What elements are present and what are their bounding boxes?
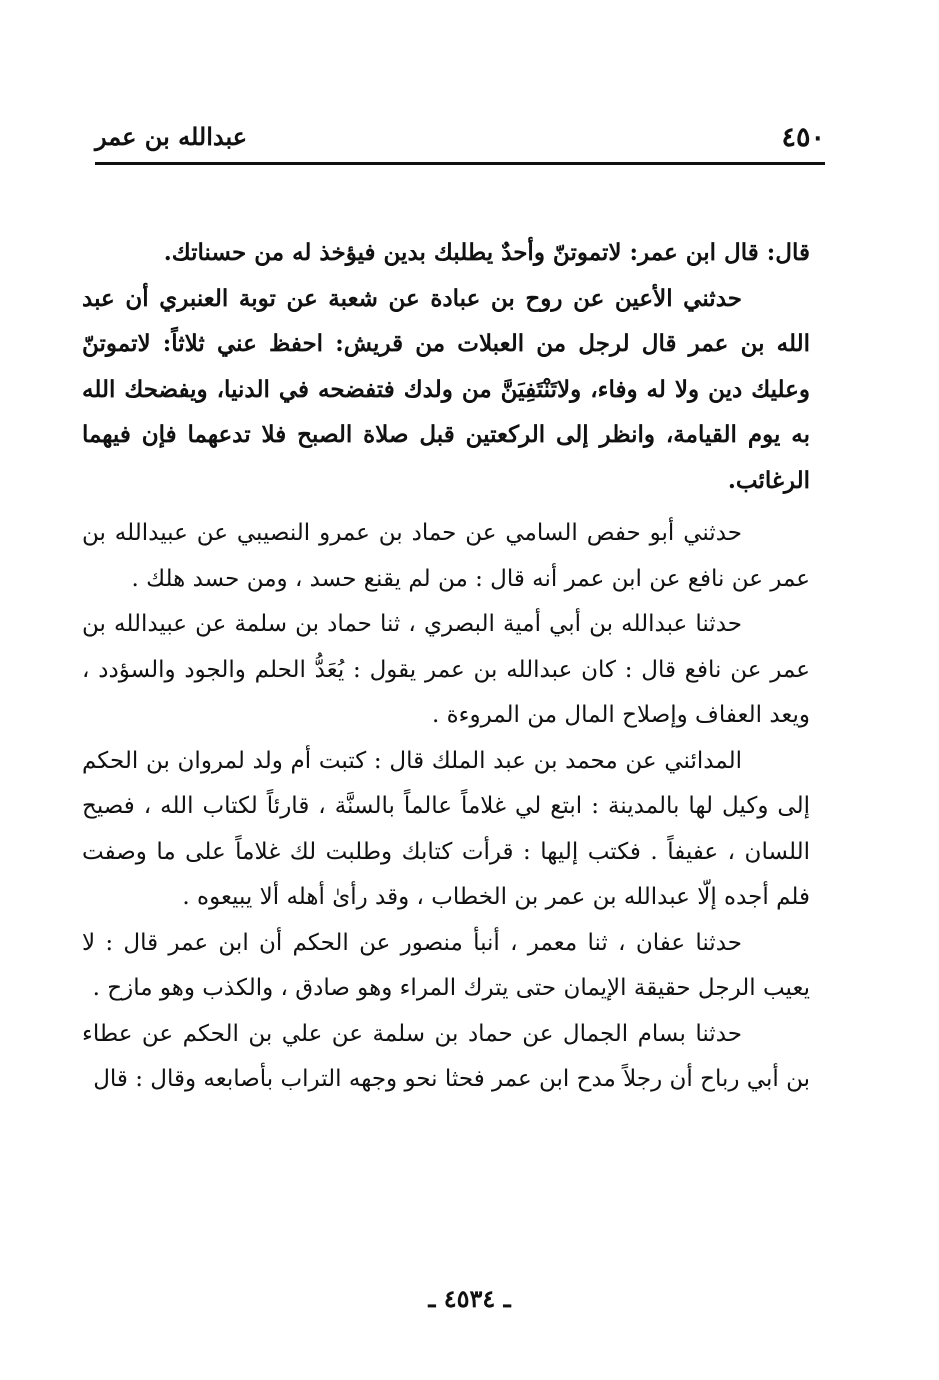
page-header [95, 118, 825, 158]
paragraph-5: المدائني عن محمد بن عبد الملك قال : كتبت أم ولد لمروان بن الحكم إلى وكيل لها بالمدينة : ابتع لي غلاماً عالماً بالسنَّة ، قارئاً لكتاب الله ، فصيح اللسان ، عفيفاً . فكتب إليها : قرأت كتابك وطلبت لك غلاماً على ما وصفت فلم أجده إلّا عبدالله بن عمر بن الخطاب ، وقد رأىٰ أهله ألا يبيعوه . [82, 747, 810, 910]
paragraph-4: حدثنا عبدالله بن أبي أمية البصري ، ثنا حماد بن سلمة عن عبيدالله بن عمر عن نافع قال : كان عبدالله بن عمر يقول : يُعَدُّ الحلم والجود والسؤدد ، ويعد العفاف وإصلاح المال من المروءة . [82, 611, 810, 728]
page-number: ٤٥٠ [781, 122, 825, 153]
paragraph-1: قال: قال ابن عمر: لاتموتنّ وأحدٌ يطلبك بدين فيؤخذ له من حسناتك. [163, 239, 810, 266]
running-title: عبدالله بن عمر [95, 122, 248, 151]
paragraph-7: حدثنا بسام الجمال عن حماد بن سلمة عن علي بن الحكم عن عطاء بن أبي رباح أن رجلاً مدح ابن عمر فحثا نحو وجهه التراب بأصابعه وقال : قال [82, 1020, 810, 1092]
paragraph-6: حدثنا عفان ، ثنا معمر ، أنبأ منصور عن الحكم أن ابن عمر قال : لا يعيب الرجل حقيقة الإيمان حتى يترك المراء وهو صادق ، والكذب وهو مازح . [82, 929, 810, 1001]
main-text [82, 230, 810, 1103]
header-divider [95, 162, 825, 165]
page-footer-marker: ـ ٤٥٣٤ ـ [428, 1284, 511, 1313]
paragraph-2: حدثني الأعين عن روح بن عبادة عن شعبة عن توبة العنبري أن عبد الله بن عمر قال لرجل من العبلات من قريش: احفظ عني ثلاثاً: لاتموتنّ وعليك دين ولا له وفاء، ولاتَنْتَفِيَنَّ من ولدك فتفضحه في الدنيا، ويفضحك الله به يوم القيامة، وانظر إلى الركعتين قبل صلاة الصبح فلا تدعهما فإن فيهما الرغائب. [82, 284, 810, 494]
paragraph-3: حدثني أبو حفص السامي عن حماد بن عمرو النصيبي عن عبيدالله بن عمر عن نافع عن ابن عمر أنه قال : من لم يقنع حسد ، ومن حسد هلك . [82, 520, 810, 592]
